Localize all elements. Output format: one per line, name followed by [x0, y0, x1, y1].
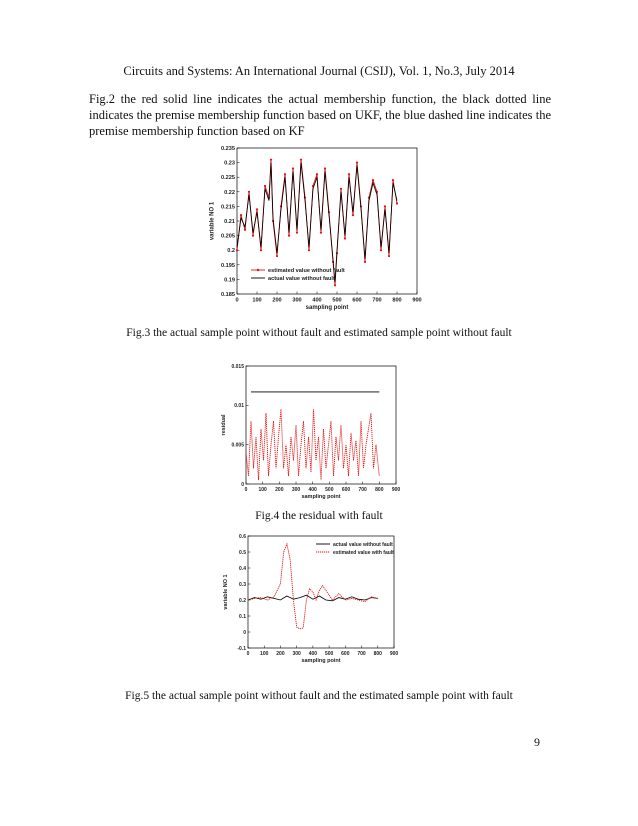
- fig5-chart: [220, 530, 405, 668]
- y-tick-label: 0.1: [239, 613, 246, 620]
- x-axis-label: sampling point: [301, 658, 341, 664]
- y-tick-label: 0.2: [227, 248, 235, 255]
- series-marker: [356, 162, 358, 164]
- x-tick-label: 900: [391, 487, 401, 493]
- x-tick-label: 500: [332, 297, 342, 304]
- x-tick-label: 100: [252, 297, 262, 304]
- x-tick-label: 600: [352, 297, 362, 304]
- y-tick-label: 0.01: [234, 403, 244, 410]
- figure-3: [195, 140, 435, 315]
- series-marker: [270, 159, 272, 161]
- x-tick-label: 0: [246, 651, 250, 657]
- x-tick-label: 200: [275, 487, 284, 493]
- y-tick-label: 0.195: [221, 262, 235, 269]
- fig4-chart: [218, 360, 408, 500]
- x-tick-label: 400: [308, 651, 318, 657]
- series-marker: [352, 214, 354, 216]
- series-marker: [288, 235, 290, 237]
- legend-label: actual value without fault: [333, 542, 393, 548]
- x-tick-label: 500: [324, 651, 334, 657]
- series-marker: [256, 208, 258, 210]
- running-header: Circuits and Systems: An International Journal (CSIJ), Vol. 1, No.3, July 2014: [123, 64, 515, 78]
- fig5-caption: Fig.5 the actual sample point without fault and the estimated sample point with fault: [125, 690, 513, 702]
- series-marker: [340, 188, 342, 190]
- series-marker: [248, 191, 250, 193]
- fig4-caption: Fig.4 the residual with fault: [255, 510, 383, 522]
- x-tick-label: 400: [312, 297, 322, 304]
- x-tick-label: 700: [372, 297, 382, 304]
- x-tick-label: 300: [292, 651, 301, 657]
- x-tick-label: 600: [341, 487, 351, 493]
- series-marker: [236, 249, 238, 251]
- series-marker: [396, 202, 398, 204]
- y-tick-label: 0.185: [221, 291, 235, 298]
- x-tick-label: 0: [244, 487, 248, 493]
- y-tick-label: 0.2: [239, 597, 246, 604]
- series-marker: [296, 232, 298, 234]
- series-marker: [384, 205, 386, 207]
- x-tick-label: 100: [258, 487, 267, 493]
- y-tick-label: 0.6: [239, 533, 246, 540]
- series-marker: [380, 249, 382, 251]
- series-marker: [320, 232, 322, 234]
- legend-label: actual value without fault: [268, 276, 335, 282]
- figure-5: [220, 530, 405, 668]
- series-marker: [392, 179, 394, 181]
- y-tick-label: 0.19: [224, 277, 235, 284]
- legend-label: estimated value with fault: [333, 550, 394, 556]
- y-tick-label: 0.23: [224, 160, 235, 167]
- series-marker: [264, 185, 266, 187]
- y-tick-label: 0.015: [231, 363, 244, 370]
- y-tick-label: 0.4: [239, 565, 246, 572]
- series-marker: [388, 255, 390, 257]
- x-tick-label: 300: [292, 297, 302, 304]
- x-axis-label: sampling point: [301, 494, 341, 500]
- y-tick-label: 0.21: [224, 218, 235, 225]
- legend-label: estimated value without fault: [268, 268, 345, 274]
- series-marker: [260, 249, 262, 251]
- x-tick-label: 200: [272, 297, 282, 304]
- series-marker: [292, 167, 294, 169]
- series-marker: [364, 261, 366, 263]
- y-tick-label: 0.225: [221, 175, 235, 182]
- x-tick-label: 700: [358, 487, 367, 493]
- x-tick-label: 0: [235, 297, 239, 304]
- series-marker: [300, 159, 302, 161]
- fig3-chart: [195, 140, 435, 315]
- legend-marker: [257, 269, 259, 271]
- series-marker: [308, 249, 310, 251]
- series-marker: [284, 173, 286, 175]
- x-tick-label: 100: [260, 651, 269, 657]
- y-axis-label: residual: [221, 414, 227, 436]
- y-tick-label: 0.5: [239, 549, 246, 556]
- y-axis-label: variable NO 1: [209, 201, 216, 241]
- series-marker: [348, 173, 350, 175]
- series-marker: [252, 235, 254, 237]
- x-axis-label: sampling point: [305, 305, 349, 312]
- x-tick-label: 500: [325, 487, 334, 493]
- y-tick-label: 0.005: [231, 442, 244, 449]
- series-marker: [244, 229, 246, 231]
- series-marker: [324, 167, 326, 169]
- x-tick-label: 800: [373, 651, 382, 657]
- x-tick-label: 200: [276, 651, 285, 657]
- figure-4: [218, 360, 408, 500]
- y-axis-label: variable NO 1: [223, 574, 229, 610]
- y-tick-label: 0.205: [221, 233, 235, 240]
- x-tick-label: 600: [341, 651, 350, 657]
- x-tick-label: 300: [291, 487, 301, 493]
- fig3-caption: Fig.3 the actual sample point without fault and estimated sample point without fault: [126, 327, 512, 339]
- series-marker: [316, 173, 318, 175]
- x-tick-label: 900: [389, 651, 399, 657]
- x-tick-label: 800: [375, 487, 384, 493]
- series-marker: [276, 255, 278, 257]
- series-marker: [344, 237, 346, 239]
- fig2-description: Fig.2 the red solid line indicates the actual membership function, the black dotted line indicates the premise membership function based on UKF, the blue dashed line indicates the premise membership function based on KF: [89, 92, 551, 138]
- y-tick-label: 0: [241, 481, 244, 488]
- y-tick-label: 0.215: [221, 204, 235, 211]
- page-number: 9: [534, 735, 540, 749]
- x-tick-label: 800: [392, 297, 402, 304]
- y-tick-label: 0.22: [224, 189, 235, 196]
- x-tick-label: 400: [308, 487, 317, 493]
- series-marker: [372, 179, 374, 181]
- y-tick-label: 0: [243, 629, 246, 636]
- x-tick-label: 700: [357, 651, 366, 657]
- series-marker: [334, 284, 336, 286]
- y-tick-label: 0.235: [221, 145, 235, 152]
- series-marker: [240, 214, 242, 216]
- y-tick-label: 0.3: [239, 581, 246, 588]
- y-tick-label: -0.1: [237, 645, 246, 652]
- x-tick-label: 900: [412, 297, 422, 304]
